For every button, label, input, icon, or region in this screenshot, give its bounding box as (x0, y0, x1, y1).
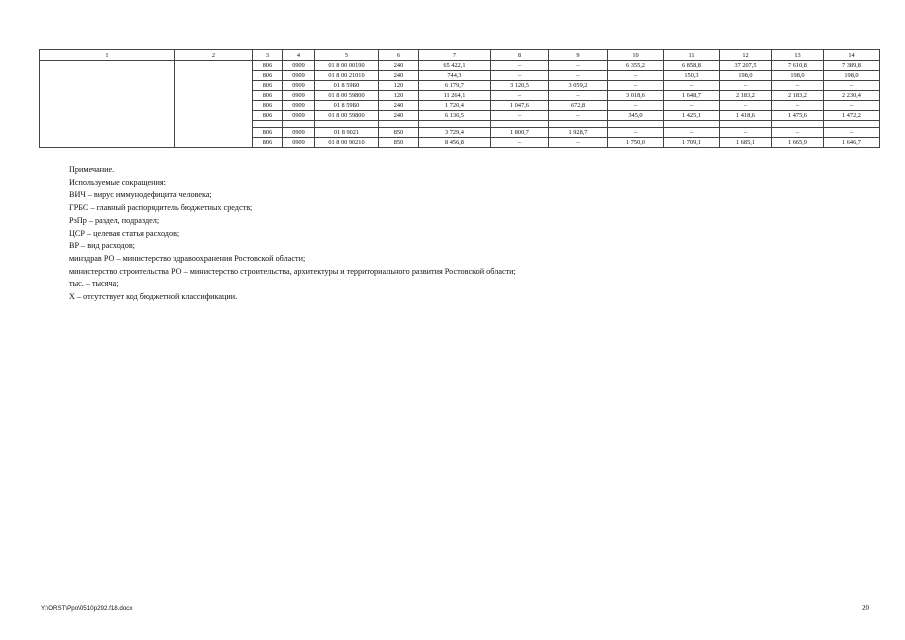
page-number: 20 (862, 604, 869, 612)
table-cell: 1 685,1 (720, 138, 772, 148)
table-cell: 6 858,8 (664, 61, 720, 71)
table-cell: – (720, 101, 772, 111)
table-cell: 0909 (283, 111, 315, 121)
table-cell: – (608, 101, 664, 111)
spacer-cell (664, 121, 720, 128)
table-cell: 01 8 59Б0 (315, 81, 379, 91)
spacer-cell (772, 121, 824, 128)
table-cell: 01 8 00 59800 (315, 111, 379, 121)
note-line: ГРБС – главный распорядитель бюджетных средств; (69, 203, 253, 213)
table-cell: 120 (379, 81, 419, 91)
file-path: Y:\ORST\Ppo\0510p292.f18.docx (41, 605, 133, 612)
table-cell: 1 418,6 (720, 111, 772, 121)
table-cell: 0909 (283, 128, 315, 138)
table-cell: 01 8 00 00190 (315, 61, 379, 71)
header-cell: 2 (175, 50, 253, 61)
table-cell: 3 059,2 (549, 81, 608, 91)
table-cell: 1 475,6 (772, 111, 824, 121)
table-cell: 6 136,5 (419, 111, 491, 121)
table-cell: 1 720,4 (419, 101, 491, 111)
note-line: ВР – вид расходов; (69, 241, 135, 251)
table-cell: 1 928,7 (549, 128, 608, 138)
notes-block (69, 164, 516, 304)
table-cell: 7 610,8 (772, 61, 824, 71)
table-cell: – (491, 71, 549, 81)
table-cell: 1 425,1 (664, 111, 720, 121)
budget-table (39, 49, 880, 148)
spacer-cell (824, 121, 880, 128)
table-cell: – (491, 61, 549, 71)
table-cell: 1 709,1 (664, 138, 720, 148)
table-cell: 240 (379, 71, 419, 81)
header-cell: 3 (253, 50, 283, 61)
table-cell: – (608, 71, 664, 81)
table-cell: 8 456,8 (419, 138, 491, 148)
table-cell: – (549, 111, 608, 121)
table-cell: 744,3 (419, 71, 491, 81)
table-cell: 240 (379, 101, 419, 111)
note-line: ЦСР – целевая статья расходов; (69, 228, 180, 238)
table-cell: 806 (253, 138, 283, 148)
table-cell (175, 61, 253, 148)
table-cell: 1 750,0 (608, 138, 664, 148)
table-cell: 7 389,8 (824, 61, 880, 71)
table-cell: 1 665,9 (772, 138, 824, 148)
table-cell: 806 (253, 81, 283, 91)
table-cell: 120 (379, 91, 419, 101)
header-cell: 9 (549, 50, 608, 61)
table-cell: – (491, 138, 549, 148)
table-cell: – (608, 128, 664, 138)
table-cell: 672,8 (549, 101, 608, 111)
spacer-cell (315, 121, 379, 128)
header-cell: 5 (315, 50, 379, 61)
spacer-cell (379, 121, 419, 128)
header-cell: 12 (720, 50, 772, 61)
table-cell: 3 018,6 (608, 91, 664, 101)
table-cell: 198,0 (824, 71, 880, 81)
table-cell: 240 (379, 61, 419, 71)
table-cell: 0909 (283, 81, 315, 91)
table-cell: 01 8 00 90210 (315, 138, 379, 148)
table-cell: 3 120,5 (491, 81, 549, 91)
table-cell: – (664, 101, 720, 111)
table-cell: – (664, 81, 720, 91)
table-cell: 1 646,7 (824, 138, 880, 148)
table-cell: 850 (379, 138, 419, 148)
table-cell: 0909 (283, 101, 315, 111)
header-cell: 13 (772, 50, 824, 61)
table-cell: – (549, 91, 608, 101)
note-line: минздрав РО – министерство здравоохранения Ростовской области; (69, 253, 306, 263)
table-cell: 806 (253, 61, 283, 71)
table-cell: – (549, 138, 608, 148)
table-cell: – (549, 71, 608, 81)
table-cell: 150,3 (664, 71, 720, 81)
table-cell: – (720, 128, 772, 138)
table-cell: 6 355,2 (608, 61, 664, 71)
table-cell: 2 183,2 (772, 91, 824, 101)
table-cell: 1 648,7 (664, 91, 720, 101)
table-cell: 01 8 00 21010 (315, 71, 379, 81)
table-cell: – (824, 128, 880, 138)
note-line: РзПр – раздел, подраздел; (69, 215, 160, 225)
table-cell: – (824, 101, 880, 111)
spacer-cell (491, 121, 549, 128)
table-cell: 198,0 (720, 71, 772, 81)
table-cell: – (491, 111, 549, 121)
table-cell: 0909 (283, 71, 315, 81)
table-cell: 3 729,4 (419, 128, 491, 138)
table-cell: 806 (253, 128, 283, 138)
note-line: Х – отсутствует код бюджетной классификации. (69, 292, 238, 302)
table-cell: 806 (253, 101, 283, 111)
table-cell: 806 (253, 91, 283, 101)
spacer-cell (419, 121, 491, 128)
header-cell: 8 (491, 50, 549, 61)
table-cell: – (608, 81, 664, 91)
table-cell: 806 (253, 111, 283, 121)
table-cell: 2 230,4 (824, 91, 880, 101)
table-cell: 37 207,5 (720, 61, 772, 71)
table-cell: 11 264,1 (419, 91, 491, 101)
table-cell: – (772, 128, 824, 138)
table-cell: – (720, 81, 772, 91)
table-cell: 198,0 (772, 71, 824, 81)
table-cell: 240 (379, 111, 419, 121)
header-cell: 4 (283, 50, 315, 61)
table-cell: – (664, 128, 720, 138)
table-header-row (40, 50, 880, 61)
table-cell: 6 179,7 (419, 81, 491, 91)
table-cell: 0909 (283, 91, 315, 101)
spacer-cell (283, 121, 315, 128)
table-cell: 345,0 (608, 111, 664, 121)
table-cell: 1 800,7 (491, 128, 549, 138)
header-cell: 14 (824, 50, 880, 61)
table-cell: 806 (253, 71, 283, 81)
table-cell: – (549, 61, 608, 71)
spacer-cell (549, 121, 608, 128)
note-line: министерство строительства РО – министерство строительства, архитектуры и территориального развития Ростовской области; (69, 266, 516, 276)
table-cell (40, 61, 175, 148)
table-cell: – (491, 91, 549, 101)
spacer-cell (253, 121, 283, 128)
table-cell: 01 8 9021 (315, 128, 379, 138)
table-row (40, 61, 880, 71)
table-cell: – (772, 81, 824, 91)
table-cell: 1 047,6 (491, 101, 549, 111)
table-cell: 01 8 59Б0 (315, 101, 379, 111)
table-cell: 850 (379, 128, 419, 138)
header-cell: 10 (608, 50, 664, 61)
note-line: ВИЧ – вирус иммунодефицита человека; (69, 190, 212, 200)
header-cell: 6 (379, 50, 419, 61)
table-cell: 65 422,1 (419, 61, 491, 71)
header-cell: 7 (419, 50, 491, 61)
table-cell: 2 183,2 (720, 91, 772, 101)
table-cell: 01 8 00 59800 (315, 91, 379, 101)
spacer-cell (608, 121, 664, 128)
notes-title: Примечание. (69, 165, 115, 174)
header-cell: 11 (664, 50, 720, 61)
note-line: тыс. – тысяча; (69, 279, 119, 289)
table-cell: 1 472,2 (824, 111, 880, 121)
table-cell: 0909 (283, 138, 315, 148)
header-cell: 1 (40, 50, 175, 61)
table-cell: 0909 (283, 61, 315, 71)
table-cell: – (772, 101, 824, 111)
note-line: Используемые сокращения: (69, 177, 166, 187)
spacer-cell (720, 121, 772, 128)
table-cell: – (824, 81, 880, 91)
